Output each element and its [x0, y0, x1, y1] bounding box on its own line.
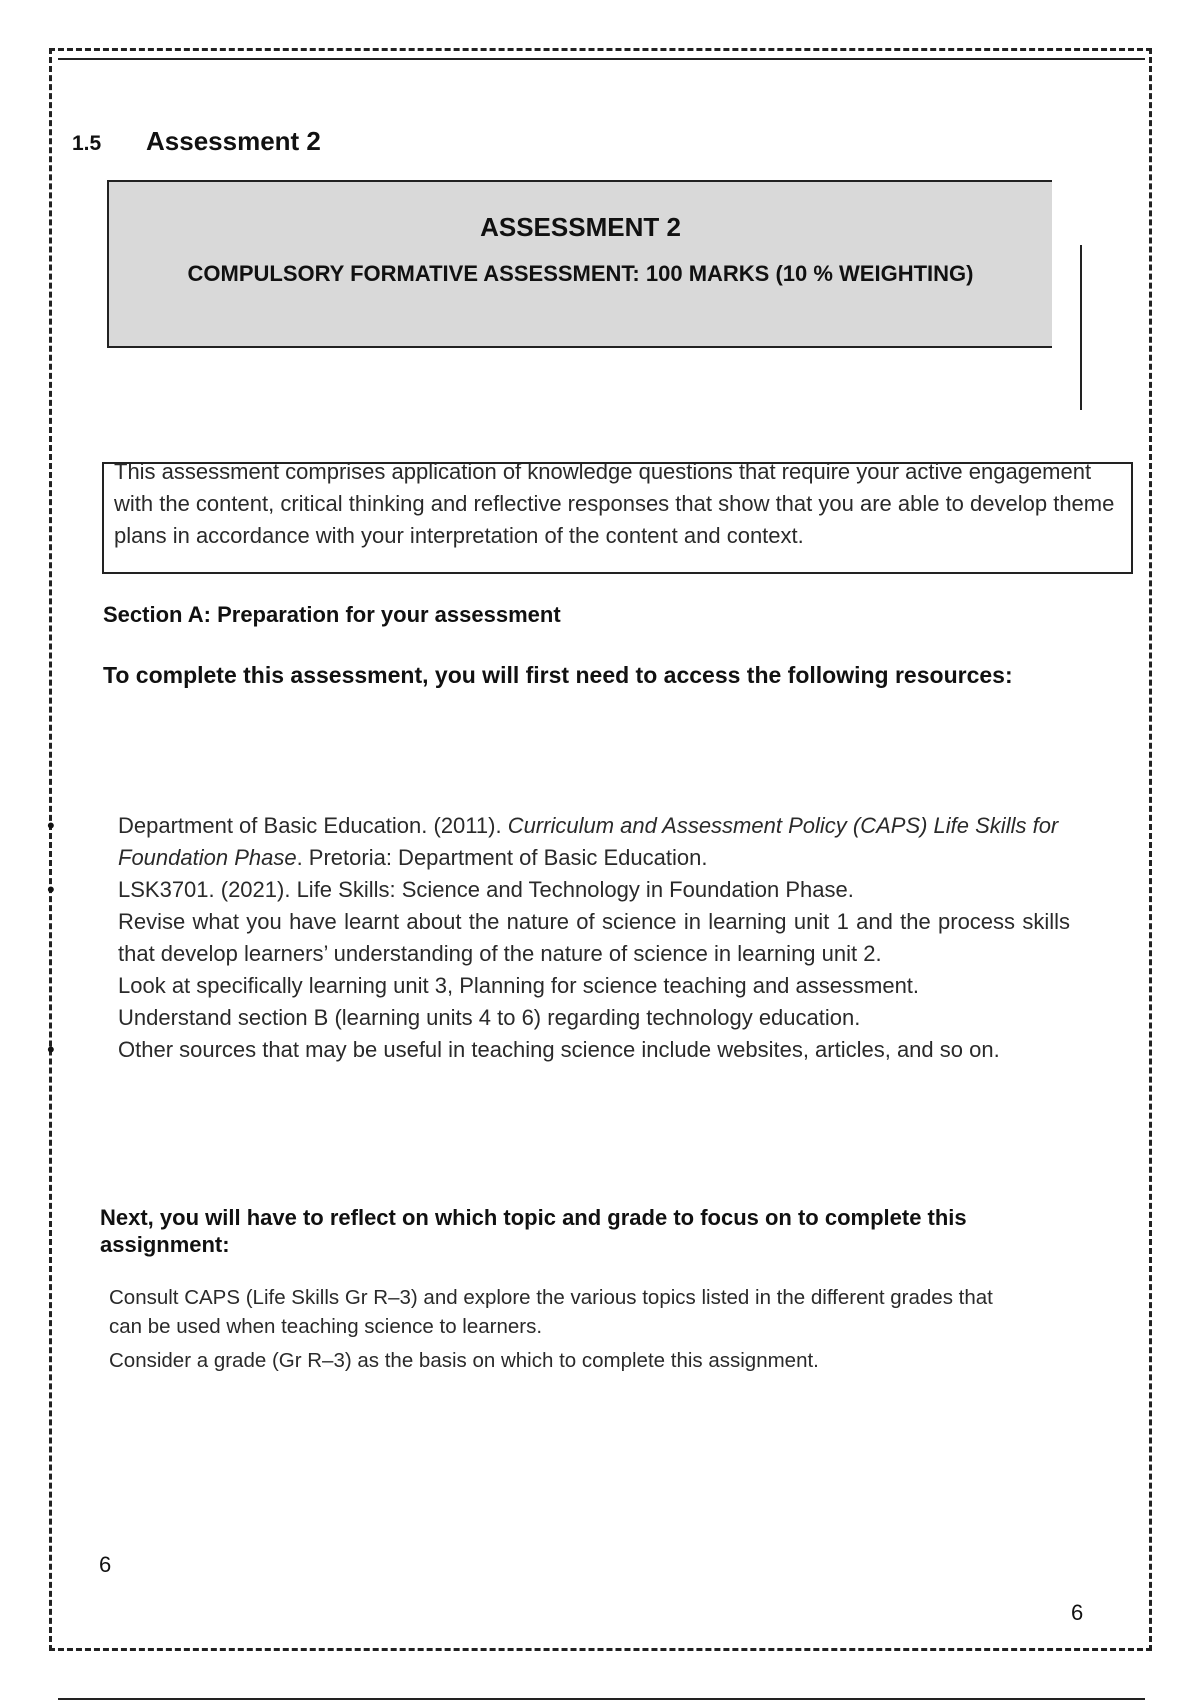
bullet-icon: •: [47, 813, 55, 838]
resource-caps-suffix: . Pretoria: Department of Basic Education.: [296, 845, 708, 870]
resource-other-sources-text: Other sources that may be useful in teaching science include websites, articles, and so on.: [118, 1037, 1000, 1062]
section-number: 1.5: [72, 132, 102, 155]
page-number-right: 6: [1071, 1600, 1084, 1625]
intro-box: [102, 462, 1133, 574]
resource-item-revise: Revise what you have learnt about the nature of science in learning unit 1 and the process skills that develop learners’ understanding of the nature of science in learning unit 2.: [118, 909, 1070, 966]
section-a-heading: Section A: Preparation for your assessment: [103, 602, 561, 627]
resources-intro: To complete this assessment, you will first need to access the following resources:: [103, 662, 1013, 688]
resource-item-lsk3701: [47, 874, 1070, 906]
resource-item-unit3: Look at specifically learning unit 3, Planning for science teaching and assessment.: [118, 973, 920, 998]
banner-side-rule: [1080, 245, 1082, 410]
section-title: Assessment 2: [146, 126, 321, 156]
resource-item-caps: [47, 810, 1070, 874]
resource-caps-prefix: Department of Basic Education. (2011).: [118, 813, 508, 838]
resource-lsk3701-text: LSK3701. (2021). Life Skills: Science and Technology in Foundation Phase.: [118, 877, 854, 902]
resource-list: [47, 810, 1070, 1066]
bullet-icon: •: [47, 877, 55, 902]
banner-title: ASSESSMENT 2: [480, 212, 681, 242]
page-top-rule: [58, 58, 1145, 60]
next-heading: Next, you will have to reflect on which topic and grade to focus on to complete this assignment:: [100, 1205, 967, 1257]
topic-list: [109, 1283, 1009, 1380]
topic-item-consult-caps: Consult CAPS (Life Skills Gr R–3) and explore the various topics listed in the different grades that can be used when teaching science to learners.: [109, 1286, 993, 1338]
topic-item-consider-grade: Consider a grade (Gr R–3) as the basis on which to complete this assignment.: [109, 1349, 819, 1372]
resource-caps-title: Curriculum and Assessment Policy (CAPS) Life Skills for Foundation Phase: [118, 813, 1059, 870]
assessment-banner: [107, 180, 1052, 348]
resource-item-other-sources: [47, 1034, 1070, 1066]
intro-text: This assessment comprises application of knowledge questions that require your active engagement with the content, critical thinking and reflective responses that show that you are able to develop theme plans in accordance with your interpretation of the content and context.: [114, 462, 1115, 548]
resource-item-section-b: Understand section B (learning units 4 to 6) regarding technology education.: [118, 1005, 861, 1030]
bullet-icon: •: [47, 1037, 55, 1062]
page-number-left: 6: [99, 1552, 112, 1577]
banner-subtitle: COMPULSORY FORMATIVE ASSESSMENT: 100 MARKS (10 % WEIGHTING): [187, 261, 974, 286]
section-heading: [72, 126, 321, 157]
